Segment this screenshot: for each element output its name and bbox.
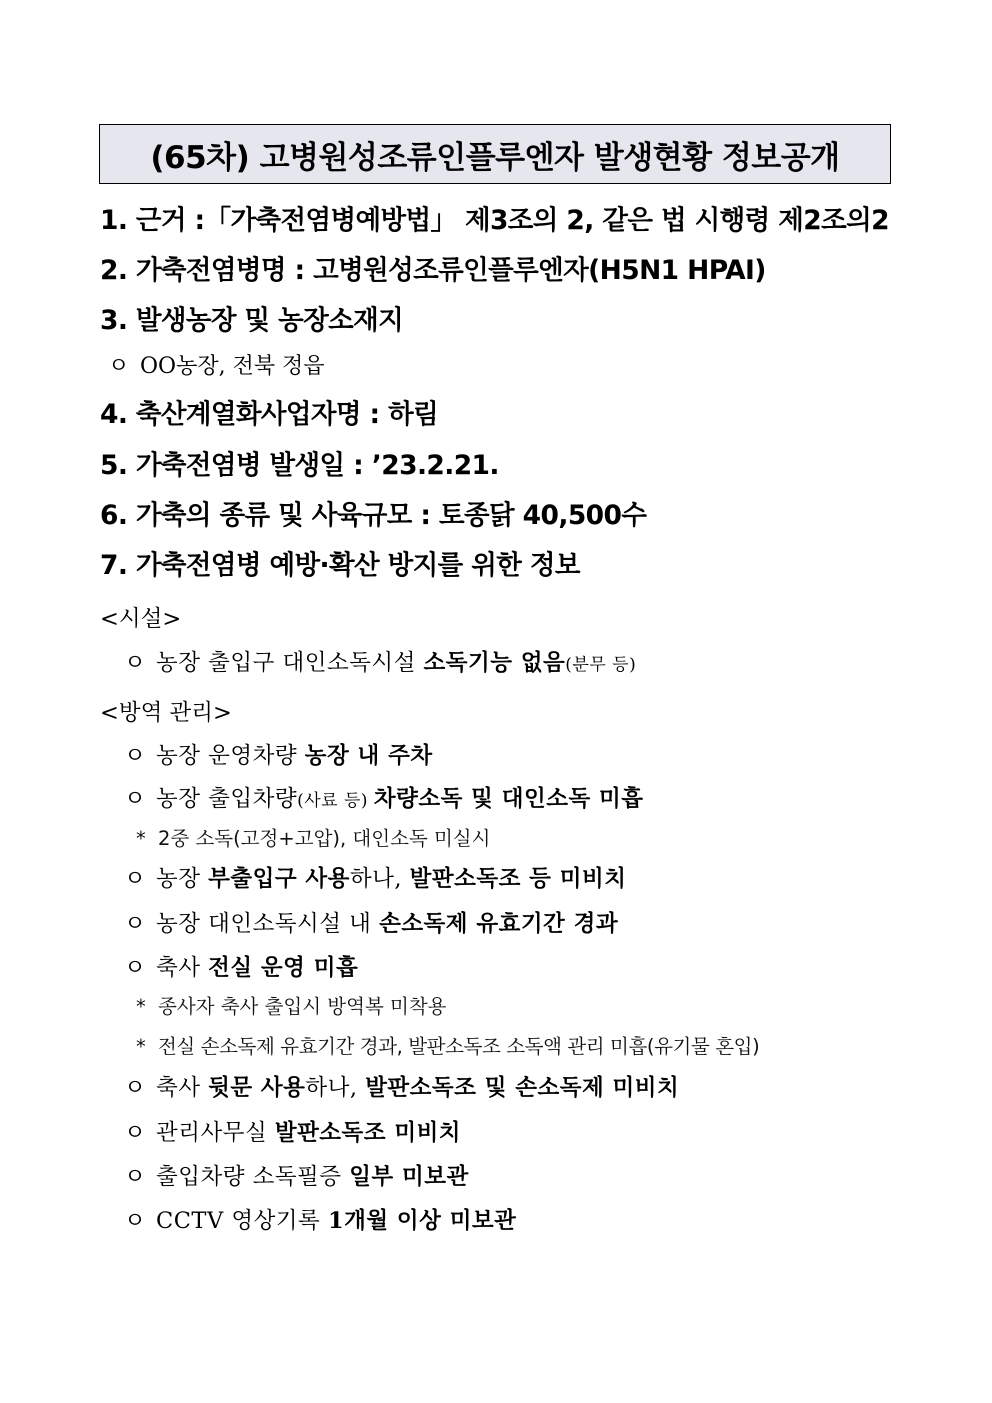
quarantine-bullet-7: ㅇ 관리사무실 발판소독조 미비치: [124, 1120, 462, 1146]
bullet-mark: ㅇ: [124, 955, 147, 981]
note-mark: *: [136, 995, 146, 1018]
item-disease-name: 2. 가축전염병명 : 고병원성조류인플루엔자(H5N1 HPAI): [100, 255, 766, 286]
bullet-mark: ㅇ: [108, 354, 130, 379]
quarantine-note-3: * 전실 손소독제 유효기간 경과, 발판소독조 소독액 관리 미흡(유기물 혼입): [136, 1035, 760, 1058]
quarantine-bullet-6: ㅇ 축사 뒷문 사용하나, 발판소독조 및 손소독제 미비치: [124, 1075, 680, 1101]
farm-location-text: OO농장, 전북 정읍: [140, 354, 325, 379]
quarantine-bullet-8: ㅇ 출입차량 소독필증 일부 미보관: [124, 1164, 469, 1190]
quarantine-bullet-1: ㅇ 농장 운영차량 농장 내 주차: [124, 743, 433, 769]
quarantine-bullet-2: ㅇ 농장 출입차량(사료 등) 차량소독 및 대인소독 미흡: [124, 786, 644, 812]
bullet-mark: ㅇ: [124, 866, 147, 892]
bullet-mark: ㅇ: [124, 1075, 147, 1101]
quarantine-heading: <방역 관리>: [100, 700, 232, 726]
item-outbreak-date: 5. 가축전염병 발생일 : ’23.2.21.: [100, 450, 499, 481]
quarantine-bullet-3: ㅇ 농장 부출입구 사용하나, 발판소독조 등 미비치: [124, 866, 627, 892]
item-basis: 1. 근거 :「가축전염병예방법」 제3조의 2, 같은 법 시행령 제2조의2: [100, 205, 889, 236]
note-mark: *: [136, 1035, 146, 1058]
quarantine-bullet-9: ㅇ CCTV 영상기록 1개월 이상 미보관: [124, 1208, 517, 1234]
facility-bullet-1: ㅇ 농장 출입구 대인소독시설 소독기능 없음(분무 등): [124, 650, 637, 676]
quarantine-bullet-4: ㅇ 농장 대인소독시설 내 손소독제 유효기간 경과: [124, 911, 619, 937]
item-livestock-scale: 6. 가축의 종류 및 사육규모 : 토종닭 40,500수: [100, 500, 647, 531]
item-farm-location: 3. 발생농장 및 농장소재지: [100, 305, 404, 336]
bullet-mark: ㅇ: [124, 1208, 147, 1234]
bullet-mark: ㅇ: [124, 650, 147, 676]
note-mark: *: [136, 827, 146, 850]
bullet-mark: ㅇ: [124, 1120, 147, 1146]
item-integrator: 4. 축산계열화사업자명 : 하림: [100, 399, 439, 430]
item-prevention-info: 7. 가축전염병 예방·확산 방지를 위한 정보: [100, 550, 580, 581]
bullet-mark: ㅇ: [124, 743, 147, 769]
bullet-mark: ㅇ: [124, 911, 147, 937]
facility-heading: <시설>: [100, 606, 182, 632]
quarantine-bullet-5: ㅇ 축사 전실 운영 미흡: [124, 955, 359, 981]
quarantine-note-2: * 종사자 축사 출입시 방역복 미착용: [136, 995, 447, 1018]
farm-location-bullet: [108, 356, 325, 378]
quarantine-note-1: * 2중 소독(고정+고압), 대인소독 미실시: [136, 827, 491, 850]
bullet-mark: ㅇ: [124, 1164, 147, 1190]
page-title: (65차) 고병원성조류인플루엔자 발생현황 정보공개: [99, 124, 891, 184]
bullet-mark: ㅇ: [124, 786, 147, 812]
